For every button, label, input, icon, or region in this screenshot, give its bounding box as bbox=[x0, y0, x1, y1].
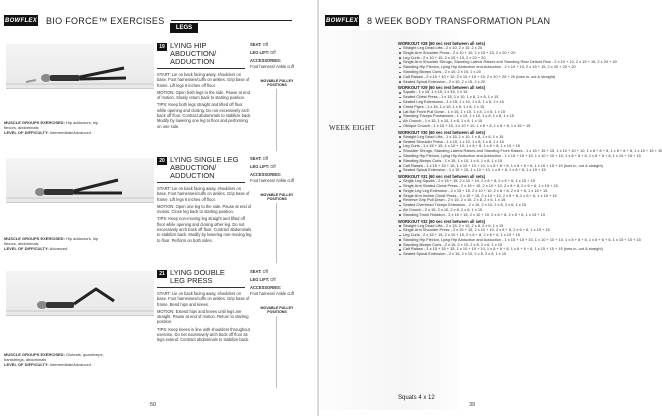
seat-label: SEAT: bbox=[250, 156, 262, 161]
list-item: Standing Hip Flexion, Lying Hip Abduction and Adduction - 2 x 10 + 10, 2 x 15 + 15, 2 x 20 + 20 + 20 bbox=[398, 65, 634, 70]
workout-title: WORKOUT #31 (60 sec rest between all sets) bbox=[398, 174, 486, 180]
tips-text: TIPS: Keep both legs straight and lifted off floor while opening and closing. Do not excessively arch back off floor. Contract abdominals to stabilize back. Modify by lowering one leg to floor and performing on one side. bbox=[157, 102, 252, 129]
accessories-value: Foot harness/ Ankle cuff bbox=[250, 290, 294, 296]
list-item: Single Leg Squats - 2 x 15 + 15, 2 x 10 + 10, 2 x 8 + 8, 2 x 6 + 6, 1 x 15 + 15 bbox=[398, 179, 634, 184]
level-value: Intermediate/Advanced bbox=[49, 362, 91, 367]
exercise-title-line: ADDUCTION bbox=[170, 57, 215, 66]
exercise-number: 20 bbox=[157, 157, 167, 165]
tips-text: TIPS: Keep knees in line with shoulders throughout exercise. Do not excessively arch back off floor as legs extend. Contract abdominals to stabilize back. bbox=[157, 326, 250, 343]
accessories-label: ACCESSORIES: bbox=[250, 58, 282, 64]
list-item: Standing Biceps Curls - 2 x 10, 2 x 15, 2 x 20 bbox=[398, 70, 634, 75]
workout-title: WORKOUT #30 (60 sec rest between all sets) bbox=[398, 129, 486, 135]
list-item: Single Arm Shoulder Press - 2 x 15 + 15, 2 x 10 + 10, 2 x 8 + 8, 2 x 6 + 6, 1 x 15 + 15 bbox=[398, 228, 634, 233]
list-item: Calf Raises - 2 x 10 + 10 + 10, 2 x 15 + 15 + 15, 2 x 20 + 20 + 20 (toes in, out & straight) bbox=[398, 75, 634, 80]
workout-title: WORKOUT #29 (60 sec rest between all sets) bbox=[398, 85, 486, 91]
pulley-label: MOVABLE PULLEY POSITIONS bbox=[260, 79, 294, 87]
seat-value: Off bbox=[262, 156, 269, 161]
list-item: Single Arm Seated Chest Press - 2 x 15 + 15, 2 x 10 + 10, 2 x 8 + 8, 2 x 6 + 6, 1 x 15 + 15 bbox=[398, 184, 634, 189]
muscle-value: Gluteals, quadriceps, hamstrings, abdominals bbox=[4, 352, 104, 362]
list-item: Lat Bar Front Pull Down - 1 x 15, 1 x 10, 1 x 8, 1 x 8, 1 x 15 bbox=[398, 110, 634, 115]
machine-diagram bbox=[276, 203, 307, 263]
pulley-label: MOVABLE PULLEY POSITIONS bbox=[260, 306, 294, 314]
list-item: Seated Overhead Triceps Extension - 2 x 15, 2 x 10, 2 x 8, 2 x 6, 1 x 15 bbox=[398, 203, 634, 208]
list-item: Straight Leg Dead Lifts - 1 x 15, 1 x 10, 1 x 8, 1 x 8, 1 x 15 bbox=[398, 135, 634, 140]
exercise-number: 21 bbox=[157, 270, 167, 278]
machine-diagram bbox=[276, 89, 307, 151]
start-text: START: Lie on back facing away, shoulders on base. Foot harnesses/cuffs on ankles. Grip base of frame. Bend hips and knees. bbox=[157, 291, 250, 307]
leg-lift-value: Off bbox=[270, 50, 276, 56]
motion-text: MOTION: Extend hips and knees until legs are straight. Pause at end of motion. Return to starting position. bbox=[157, 308, 249, 325]
leg-lift-value: Off bbox=[270, 277, 276, 283]
muscle-groups bbox=[4, 120, 104, 135]
leg-lift-value: Off bbox=[270, 164, 276, 170]
list-item: Standing Triceps Pushdowns - 1 x 15, 1 x 10, 1 x 8, 1 x 8, 1 x 15 bbox=[398, 114, 634, 119]
exercise-rule bbox=[157, 68, 245, 69]
workout-title: WORKOUT #32 (60 sec rest between all sets) bbox=[398, 218, 486, 224]
exercise-number: 19 bbox=[157, 43, 167, 51]
footer-note: Squats 4 x 12 bbox=[398, 395, 435, 401]
list-item: Single Arm Shoulder Press - 2 x 10 + 10, 2 x 15 + 15, 2 x 20 + 20 bbox=[398, 51, 634, 56]
machine-diagram bbox=[276, 316, 307, 388]
exercise-title-line: LEG PRESS bbox=[170, 276, 213, 285]
workout-block bbox=[398, 218, 641, 258]
left-header bbox=[4, 14, 292, 27]
list-item: Shoulder Shrugs, Standing Lateral Raises and Standing Front Raises - 1 x 15 + 15 + 15, 1 x 10 + 10 + 10, 1 x 8 + 8 + 8, 1 x 8 + 8 + 8, 1 x 15 + 15 + 15 bbox=[398, 149, 634, 154]
list-item: Chest Flyes - 1 x 15, 1 x 10, 1 x 8, 1 x 8, 1 x 15 bbox=[398, 105, 634, 110]
accessories-label: ACCESSORIES: bbox=[250, 285, 282, 291]
list-item: Squats - 1 x 15, 1 x 15, 1 x 15, 1 x 15 bbox=[398, 90, 634, 95]
section-tab: LEGS bbox=[170, 23, 198, 33]
list-item: Single Leg Leg Extension - 2 x 15 + 15, 2 x 10 + 10, 2 x 8 + 8, 2 x 6 + 6, 1 x 15 + 15 bbox=[398, 189, 634, 194]
list-item: Calf Raises - 1 x 15 + 15 + 15, 1 x 10 + 10 + 10, 1 x 8 + 8 + 8, 1 x 8 + 8 + 8, 1 x 15 + 15 + 15 (toes in, out & straight) bbox=[398, 164, 634, 169]
workout-block bbox=[398, 85, 634, 128]
list-item: Ab Crunch - 1 x 15, 1 x 10, 1 x 8, 1 x 8, 1 x 15 bbox=[398, 119, 634, 124]
exercise-photo bbox=[6, 271, 154, 316]
list-item: Standing Trunk Rotation - 2 x 15 + 15, 2 x 10 + 10, 2 x 8 + 8, 2 x 6 + 6, 1 x 15 + 15 bbox=[398, 213, 634, 218]
workout-title: WORKOUT #28 (60 sec rest between all sets) bbox=[398, 41, 486, 46]
brand-logo: BOWFLEX bbox=[4, 15, 38, 26]
list-item: Ab Crunch - 2 x 15, 2 x 10, 2 x 8, 2 x 6, 1 x 15 bbox=[398, 208, 634, 213]
list-item: Seated Shoulder Press - 1 x 15, 1 x 10, 1 x 8, 1 x 8, 1 x 15 bbox=[398, 140, 634, 145]
brand-logo: BOWFLEX bbox=[325, 15, 359, 26]
start-text: START: Lie on back facing away, shoulders on base. Foot harnesses/cuffs on ankles. Grip base of frame. Lift legs 6 inches off floor. bbox=[157, 186, 250, 202]
lying-person-figure bbox=[6, 271, 154, 315]
motion-text: MOTION: Open one leg to the side. Pause at end of motion. Close leg back to starting position. bbox=[157, 203, 252, 215]
workout-block bbox=[398, 129, 662, 173]
list-item: Leg Curls - 2 x 10 + 10, 2 x 15 + 15, 2 x 20 + 20 bbox=[398, 56, 634, 61]
list-item: Standing Biceps Curls - 1 x 15, 1 x 10, 1 x 8, 1 x 8, 1 x 15 bbox=[398, 159, 634, 164]
accessories-value: Foot harness/ Ankle cuff bbox=[250, 177, 294, 183]
seat-value: Off bbox=[262, 42, 269, 47]
exercise-instructions bbox=[157, 291, 252, 343]
exercise-settings bbox=[250, 269, 302, 296]
exercise-title-line: ABDUCTION/ bbox=[170, 49, 217, 58]
exercise-rule bbox=[157, 287, 245, 288]
seat-value: Off bbox=[262, 269, 269, 274]
exercise-title-line: LYING HIP bbox=[170, 41, 207, 50]
page-number: 50 bbox=[150, 402, 157, 408]
seat-label: SEAT: bbox=[250, 42, 262, 47]
lying-person-figure bbox=[6, 44, 154, 88]
list-item: Single Arm Incline Chest Press - 2 x 15 + 15, 2 x 10 + 10, 2 x 8 + 8, 2 x 6 + 6, 1 x 15 + 15 bbox=[398, 194, 634, 199]
accessories-value: Foot harness/ Ankle cuff bbox=[250, 63, 294, 69]
accessories-label: ACCESSORIES: bbox=[250, 172, 282, 178]
muscle-label: MUSCLE GROUPS EXERCISED: bbox=[4, 236, 65, 241]
exercise-title-line: ABDUCTION/ bbox=[170, 163, 217, 172]
exercise-title-line: LYING SINGLE LEG bbox=[170, 155, 239, 164]
leg-lift-label: LEG LIFT: bbox=[250, 50, 270, 56]
pulley-label: MOVABLE PULLEY POSITIONS bbox=[260, 193, 294, 201]
list-item: Single Arm Shoulder Shrugs, Standing Lateral Raises and Standing Rear Deltoid Row - 2 x 10 + 10, 2 x 15 + 15, 2 x 20 + 20 bbox=[398, 60, 634, 65]
muscle-groups bbox=[4, 352, 104, 367]
plan-title: 8 WEEK BODY TRANSFORMATION PLAN bbox=[367, 15, 551, 26]
right-page bbox=[319, 0, 662, 416]
exercise-title-line: ADDUCTION bbox=[170, 171, 215, 180]
page-number: 39 bbox=[469, 402, 476, 408]
header-rule bbox=[171, 20, 292, 21]
list-item: Seated Spinal Extension - 1 x 15 + 15, 1 x 10 + 10, 1 x 8 + 8, 1 x 8 + 8, 1 x 15 + 15 bbox=[398, 168, 634, 173]
list-item: Straight Leg Dead Lifts - 2 x 15, 2 x 10, 2 x 8, 2 x 6, 1 x 15 bbox=[398, 224, 634, 229]
exercise-instructions bbox=[157, 72, 252, 129]
workout-block bbox=[398, 174, 634, 217]
exercise-settings bbox=[250, 42, 302, 69]
left-page bbox=[0, 0, 317, 416]
list-item: Standing Hip Flexion, Lying Hip Abduction and Adduction - 1 x 15 + 15 + 15, 1 x 10 + 10 + 10, 1 x 8 + 8 + 8, 1 x 6 + 6 + 6, 1 x 15 + 15 + 15 bbox=[398, 238, 634, 243]
level-label: LEVEL OF DIFFICULTY: bbox=[4, 362, 49, 367]
week-label: WEEK EIGHT bbox=[329, 124, 375, 132]
exercise-title bbox=[170, 269, 225, 285]
muscle-label: MUSCLE GROUPS EXERCISED: bbox=[4, 352, 65, 357]
list-item: Seated Chest Press - 1 x 15, 1 x 10, 1 x 8, 1 x 8, 1 x 15 bbox=[398, 95, 634, 100]
exercise-title bbox=[170, 42, 216, 66]
leg-lift-label: LEG LIFT: bbox=[250, 277, 270, 283]
list-item: Seated Spinal Extension - 2 x 15, 2 x 10, 2 x 8, 2 x 6, 1 x 15 bbox=[398, 252, 634, 257]
list-item: Leg Curls - 1 x 15 + 15, 1 x 10 + 10, 1 x 8 + 8, 1 x 8 + 8, 1 x 15 + 15 bbox=[398, 144, 634, 149]
right-header bbox=[325, 14, 638, 27]
tips-text: TIPS: Keep non-moving leg straight and lifted off floor while opening and closing other leg. Do not excessively arch back off floor. Contract abdominals to stabilize back. Modify by lowering non-moving leg to floor. Perform on both sides. bbox=[157, 216, 252, 243]
list-item: Straight Leg Dead Lifts - 2 x 10, 2 x 15, 2 x 20 bbox=[398, 46, 634, 51]
exercise-photo bbox=[6, 158, 154, 203]
workout-block bbox=[398, 41, 634, 84]
page-title: BIO FORCE™ EXERCISES bbox=[46, 15, 165, 26]
exercise-title bbox=[170, 156, 239, 180]
exercise-photo bbox=[6, 44, 154, 89]
muscle-label: MUSCLE GROUPS EXERCISED: bbox=[4, 120, 65, 125]
level-label: LEVEL OF DIFFICULTY: bbox=[4, 246, 49, 251]
level-value: Advanced bbox=[49, 246, 68, 251]
motion-text: MOTION: Open both legs to the side. Pause at end of motion. Slowly return back to starting position. bbox=[157, 89, 250, 101]
exercise-settings bbox=[250, 156, 302, 183]
start-text: START: Lie on back facing away, shoulders on base. Foot harnesses/cuffs on ankles. Grip base of frame. Lift legs 6 inches off floor. bbox=[157, 72, 250, 88]
list-item: Reverse Grip Pull Down - 2 x 15, 2 x 10, 2 x 8, 2 x 6, 1 x 15 bbox=[398, 198, 634, 203]
seat-label: SEAT: bbox=[250, 269, 262, 274]
workout-plan bbox=[398, 40, 662, 257]
list-item: Seated Leg Extensions - 1 x 15, 1 x 10, 1 x 8, 1 x 8, 1 x 15 bbox=[398, 100, 634, 105]
muscle-groups bbox=[4, 236, 104, 251]
muscle-value: Hip adductors, hip flexors, abdominals bbox=[4, 236, 99, 246]
level-value: Intermediate/Advanced bbox=[49, 130, 91, 135]
lying-person-figure bbox=[6, 158, 154, 202]
list-item: Standing Hip Flexion, Lying Hip Abduction and Adduction - 1 x 15 + 15 + 15, 1 x 10 + 10 + 10, 1 x 8 + 8 + 8, 1 x 8 + 8 + 8, 1 x 15 + 15 + 15 bbox=[398, 154, 634, 159]
list-item: Calf Raises - 1 x 15 + 15 + 15, 1 x 10 + 10 + 10, 1 x 8 + 8 + 8, 1 x 6 + 6 + 6, 1 x 15 + 15 + 15 (toes in, out & straight) bbox=[398, 247, 634, 252]
exercise-instructions bbox=[157, 186, 252, 243]
exercise-title-line: LYING DOUBLE bbox=[170, 268, 225, 277]
muscle-value: Hip adductors, hip flexors, abdominals bbox=[4, 120, 99, 130]
list-item: Standing Biceps Curls - 2 x 15, 2 x 10, 2 x 8, 2 x 6, 1 x 15 bbox=[398, 243, 634, 248]
list-item: Seated Spinal Extension - 2 x 10, 2 x 15, 2 x 20 bbox=[398, 80, 634, 85]
list-item: Leg Curls - 2 x 15 + 15, 2 x 10 + 10, 2 x 8 + 8, 2 x 6 + 6, 1 x 15 + 15 bbox=[398, 233, 634, 238]
exercise-rule bbox=[157, 182, 245, 183]
list-item: Oblique Crunch - 1 x 15 + 15, 1 x 10 + 10, 1 x 8 + 8, 1 x 8 + 8, 1 x 15 + 15 bbox=[398, 124, 634, 129]
leg-lift-label: LEG LIFT: bbox=[250, 164, 270, 170]
level-label: LEVEL OF DIFFICULTY: bbox=[4, 130, 49, 135]
